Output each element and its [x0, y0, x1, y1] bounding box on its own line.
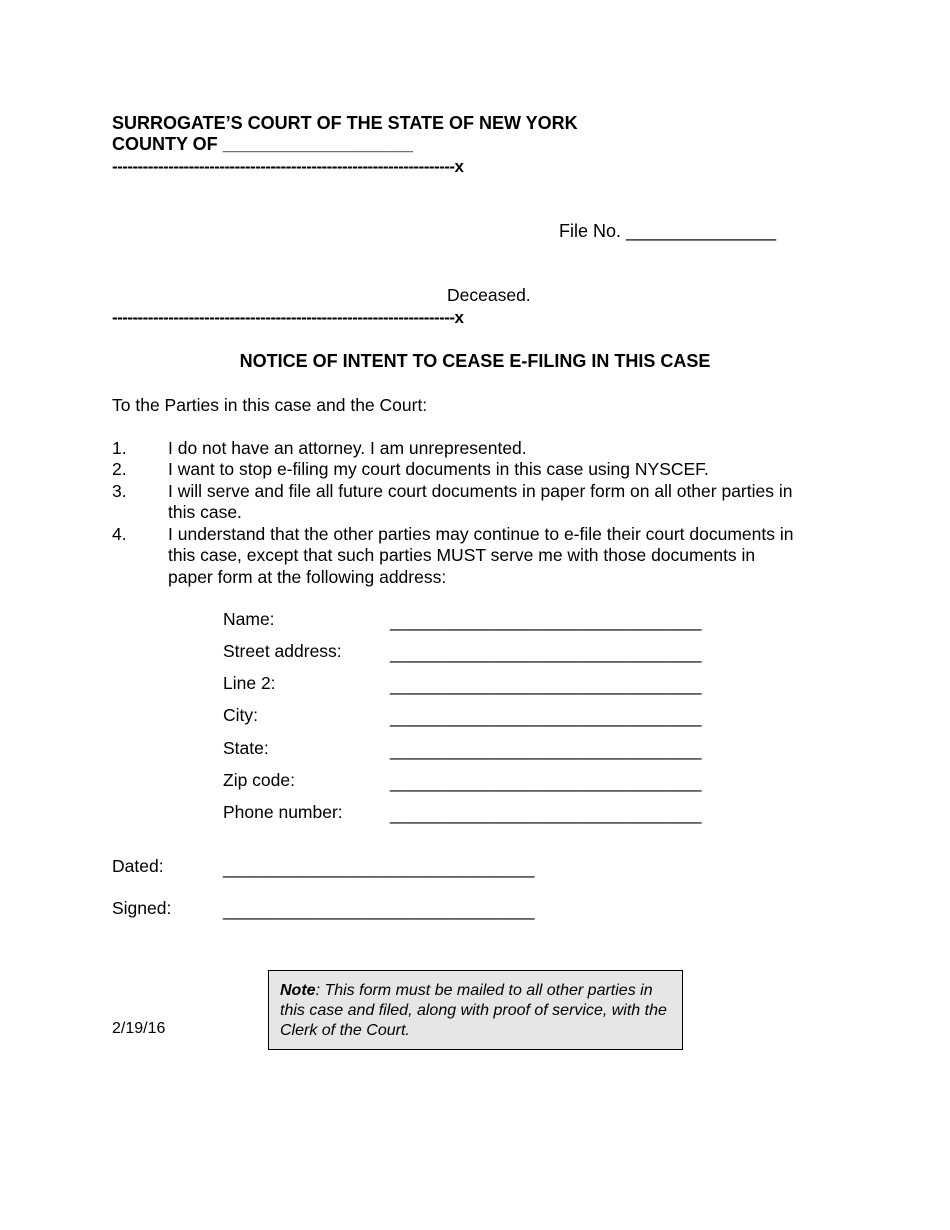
- phone-number-field[interactable]: ________________________________: [390, 804, 702, 824]
- file-no-field[interactable]: _______________: [626, 221, 777, 241]
- file-no-label: File No.: [559, 221, 622, 241]
- note-text: : This form must be mailed to all other parties in this case and filed, along with proof of service, with the Clerk of the Court.: [280, 982, 667, 1039]
- salutation: To the Parties in this case and the Court:: [112, 395, 428, 415]
- file-no-line: [559, 221, 776, 242]
- note-box: [268, 970, 683, 1050]
- form-revision-date: 2/19/16: [112, 1020, 166, 1037]
- item-text: this case, except that such parties MUST serve me with those documents in: [168, 545, 756, 565]
- item-text: paper form at the following address:: [168, 567, 447, 587]
- signed-field[interactable]: ________________________________: [223, 900, 535, 920]
- county-field[interactable]: ___________________: [222, 134, 413, 154]
- phone-number-label: Phone number:: [223, 802, 343, 822]
- line2-label: Line 2:: [223, 673, 276, 693]
- item-number: 1.: [112, 438, 127, 458]
- item-number: 3.: [112, 481, 127, 501]
- page-title: NOTICE OF INTENT TO CEASE E-FILING IN THIS CASE: [239, 351, 711, 371]
- item-number: 2.: [112, 459, 127, 479]
- caption-top-divider: -------------------------------------------------------------------x: [112, 157, 464, 176]
- item-text: I want to stop e-filing my court documents in this case using NYSCEF.: [168, 459, 709, 479]
- item-text: I do not have an attorney. I am unrepresented.: [168, 438, 527, 458]
- city-label: City:: [223, 705, 258, 725]
- item-text: this case.: [168, 502, 242, 522]
- city-field[interactable]: ________________________________: [390, 707, 702, 727]
- deceased-label: Deceased.: [447, 285, 531, 305]
- name-label: Name:: [223, 609, 275, 629]
- caption-bottom-divider: -------------------------------------------------------------------x: [112, 308, 464, 327]
- street-address-label: Street address:: [223, 641, 342, 661]
- state-field[interactable]: ________________________________: [390, 740, 702, 760]
- zip-code-label: Zip code:: [223, 770, 295, 790]
- county-line: [112, 134, 413, 155]
- street-address-field[interactable]: ________________________________: [390, 643, 702, 663]
- court-name: SURROGATE’S COURT OF THE STATE OF NEW YORK: [112, 113, 578, 133]
- note-heading: Note: [280, 982, 316, 999]
- dated-field[interactable]: ________________________________: [223, 858, 535, 878]
- county-label: COUNTY OF: [112, 134, 218, 154]
- item-number: 4.: [112, 524, 127, 544]
- line2-field[interactable]: ________________________________: [390, 675, 702, 695]
- signed-label: Signed:: [112, 898, 172, 918]
- dated-label: Dated:: [112, 856, 164, 876]
- name-field[interactable]: ________________________________: [390, 611, 702, 631]
- state-label: State:: [223, 738, 269, 758]
- item-text: I will serve and file all future court documents in paper form on all other parties in: [168, 481, 793, 501]
- item-text: I understand that the other parties may continue to e-file their court documents in: [168, 524, 794, 544]
- zip-code-field[interactable]: ________________________________: [390, 772, 702, 792]
